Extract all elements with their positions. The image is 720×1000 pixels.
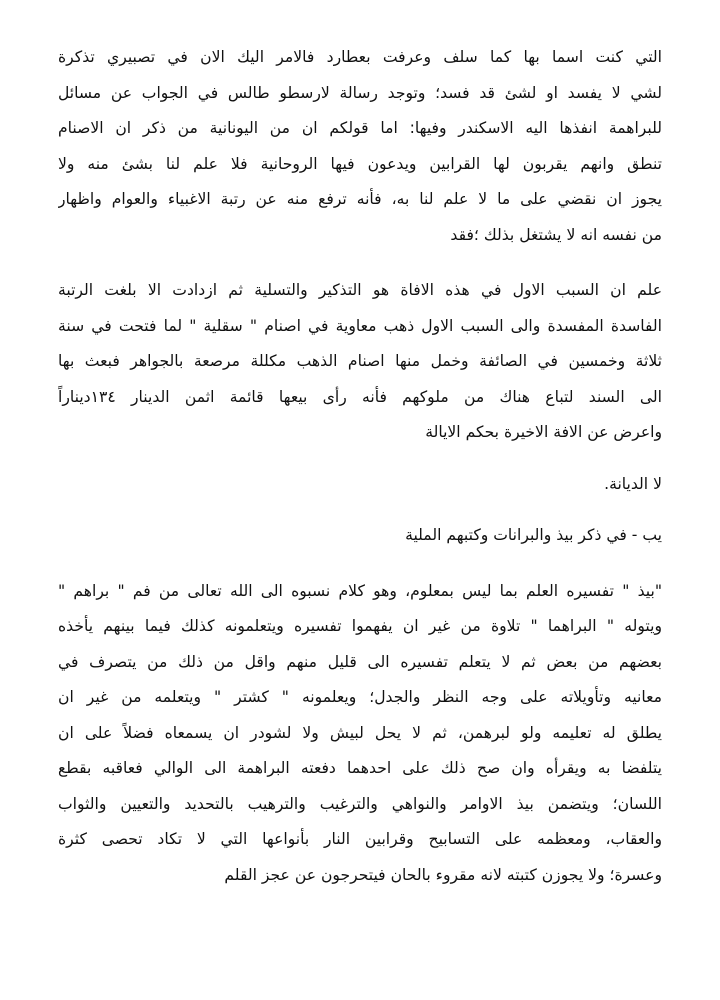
text-line: يجوز ان نقضي على ما لا علم لنا به، فأنه ترفع منه عن رتبة الاغبياء والعوام واظهار <box>58 190 662 208</box>
text-line: اللسان؛ ويتضمن بيذ الاوامر والنواهي والترغيب والترهيب بالتحديد والتعيين والثواب <box>58 794 662 813</box>
text-line: معانيه وتأويلاته على وجه النظر والجدل؛ ويعلمونه " كشتر " ويتعلمه من غير ان <box>58 688 662 706</box>
text-line: واعرض عن الافة الاخيرة بحكم الايالة <box>425 423 662 441</box>
document-page <box>58 40 662 893</box>
paragraph-gap <box>58 502 662 518</box>
paragraph-gap <box>58 253 662 273</box>
text-line: ويتوله " البراهما " تلاوة من غير ان يفهموا تفسيره ويتعلمونه كذلك فيما بينهم يأخذه <box>58 617 662 635</box>
text-line: علم ان السبب الاول في هذه الافاة هو التذكير والتسلية ثم ازدادت الا بلغت الرتبة <box>58 281 662 299</box>
paragraph <box>58 40 662 253</box>
paragraph <box>58 273 662 451</box>
text-line: "بيذ " تفسيره العلم بما ليس بمعلوم، وهو كلام نسبوه الى الله تعالى من فم " براهم " <box>58 581 662 600</box>
text-line: الفاسدة المفسدة والى السبب الاول ذهب معاوية في اصنام " سقلية " لما فتحت في سنة <box>58 316 662 335</box>
text-line: ثلاثة وخمسين في الصائفة وخمل منها اصنام الذهب مكللة مرصعة بالجواهر فبعث بها <box>58 352 662 370</box>
text-line: لشي لا يفسد او لشئ قد فسد؛ وتوجد رسالة لارسطو طالس في الجواب عن مسائل <box>58 83 662 102</box>
text-line: للبراهمة انفذها اليه الاسكندر وفيها: اما قولكم ان من اليونانية من ذكر ان الاصنام <box>58 119 662 137</box>
text-line: والعقاب، ومعظمه على التسابيح وقرابين النار بأنواعها التي لا تكاد تحصى كثرة <box>58 830 662 848</box>
text-line: بعضهم من بعض ثم لا يتعلم تفسيره الى قليل منهم واقل من ذلك من يتصرف في <box>58 652 662 671</box>
section-heading <box>58 518 662 554</box>
paragraph-gap <box>58 451 662 467</box>
text-line: الى السند لتباع هناك من ملوكهم فأنه رأى بيعها قائمة اثمن الدينار ١٣٤ديناراً <box>58 387 662 406</box>
paragraph <box>58 574 662 894</box>
paragraph-gap <box>58 554 662 574</box>
text-line: التي كنت اسما بها كما سلف وعرفت بعطارد فالامر اليك الان في تصبيري تذكرة <box>58 48 662 66</box>
text-line: يطلق له تعليمه ولو لبرهمن، ثم لا يحل لبيش ولا لشودر ان يسمعاه فضلاً على ان <box>58 723 662 742</box>
text-line: من نفسه انه لا يشتغل بذلك ؛فقد <box>450 225 662 244</box>
text-line: وعسرة؛ ولا يجوزن كتبته لانه مقروء بالحان فيتحرجون عن عجز القلم <box>224 865 662 884</box>
text-line: تنطق وانهم يقربون لها القرابين ويدعون فيها الروحانية فلا علم لنا بشئ منه ولا <box>58 154 662 173</box>
heading-line: يب - في ذكر بيذ والبرانات وكتبهم الملية <box>405 526 662 544</box>
text-line: لا الديانة. <box>604 474 662 493</box>
text-line: يتلفضا به ويقرأه وان صح ذلك على احدهما دفعته البراهمة الى الوالي فعاقبه بقطع <box>58 759 662 777</box>
paragraph <box>58 467 662 503</box>
